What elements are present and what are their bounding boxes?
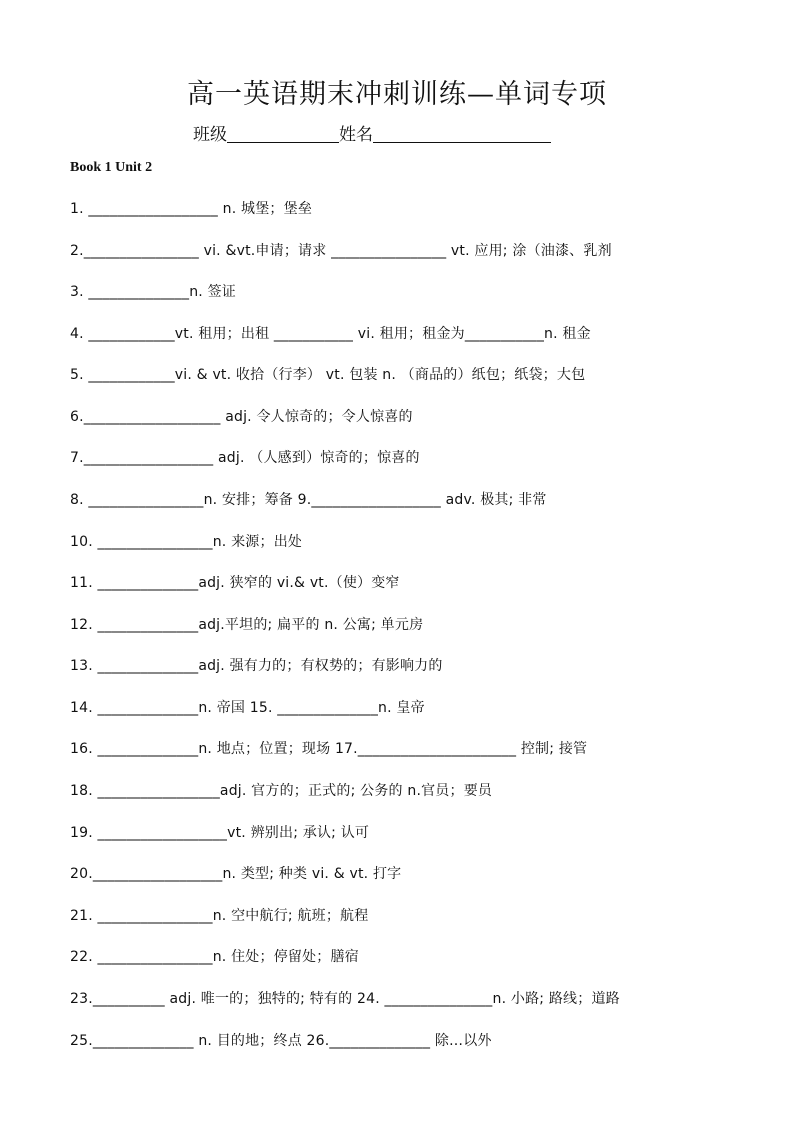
vocab-item-20: 20.__________________n. 类型; 种类 vi. & vt. 打字 (70, 866, 402, 882)
vocab-item-19: 19. __________________vt. 辨别出; 承认; 认可 (70, 825, 370, 841)
section-heading: Book 1 Unit 2 (70, 160, 153, 175)
vocab-item-25: 25.______________ n. 目的地；终点 26.______________ 除…以外 (70, 1033, 492, 1049)
vocab-item-13: 13. ______________adj. 强有力的；有权势的；有影响力的 (70, 658, 443, 674)
student-info-line (193, 120, 551, 145)
vocab-item-8: 8. ________________n. 安排；筹备 9.__________________ adv. 极其; 非常 (70, 492, 547, 508)
vocab-item-16: 16. ______________n. 地点；位置；现场 17.______________________ 控制; 接管 (70, 741, 588, 757)
vocab-item-6: 6.___________________ adj. 令人惊奇的；令人惊喜的 (70, 409, 413, 425)
vocab-item-1: 1. __________________ n. 城堡；堡垒 (70, 201, 313, 217)
vocab-item-12: 12. ______________adj.平坦的; 扁平的 n. 公寓; 单元房 (70, 617, 424, 633)
class-blank[interactable] (227, 125, 339, 143)
vocab-item-18: 18. _________________adj. 官方的；正式的; 公务的 n.官员；要员 (70, 783, 493, 799)
class-label: 班级 (193, 125, 227, 145)
vocab-item-21: 21. ________________n. 空中航行; 航班；航程 (70, 908, 369, 924)
page-title: 高一英语期末冲刺训练—单词专项 (187, 79, 607, 110)
vocab-item-10: 10. ________________n. 来源；出处 (70, 534, 303, 550)
vocab-item-23: 23.__________ adj. 唯一的；独特的; 特有的 24. _______________n. 小路; 路线；道路 (70, 991, 620, 1007)
vocab-item-3: 3. ______________n. 签证 (70, 284, 236, 300)
vocab-item-14: 14. ______________n. 帝国 15. ______________n. 皇帝 (70, 700, 425, 716)
vocab-item-11: 11. ______________adj. 狭窄的 vi.& vt.（使）变窄 (70, 575, 400, 591)
vocab-item-2: 2.________________ vi. &vt.申请；请求 ________________ vt. 应用; 涂（油漆、乳剂 (70, 243, 612, 259)
vocab-item-7: 7.__________________ adj. （人感到）惊奇的；惊喜的 (70, 450, 420, 466)
name-label: 姓名 (339, 125, 373, 145)
vocab-item-22: 22. ________________n. 住处；停留处；膳宿 (70, 949, 359, 965)
name-blank[interactable] (373, 125, 551, 143)
vocab-item-5: 5. ____________vi. & vt. 收拾（行李） vt. 包装 n. （商品的）纸包；纸袋；大包 (70, 367, 586, 383)
vocab-item-4: 4. ____________vt. 租用；出租 ___________ vi. 租用；租金为___________n. 租金 (70, 326, 591, 342)
